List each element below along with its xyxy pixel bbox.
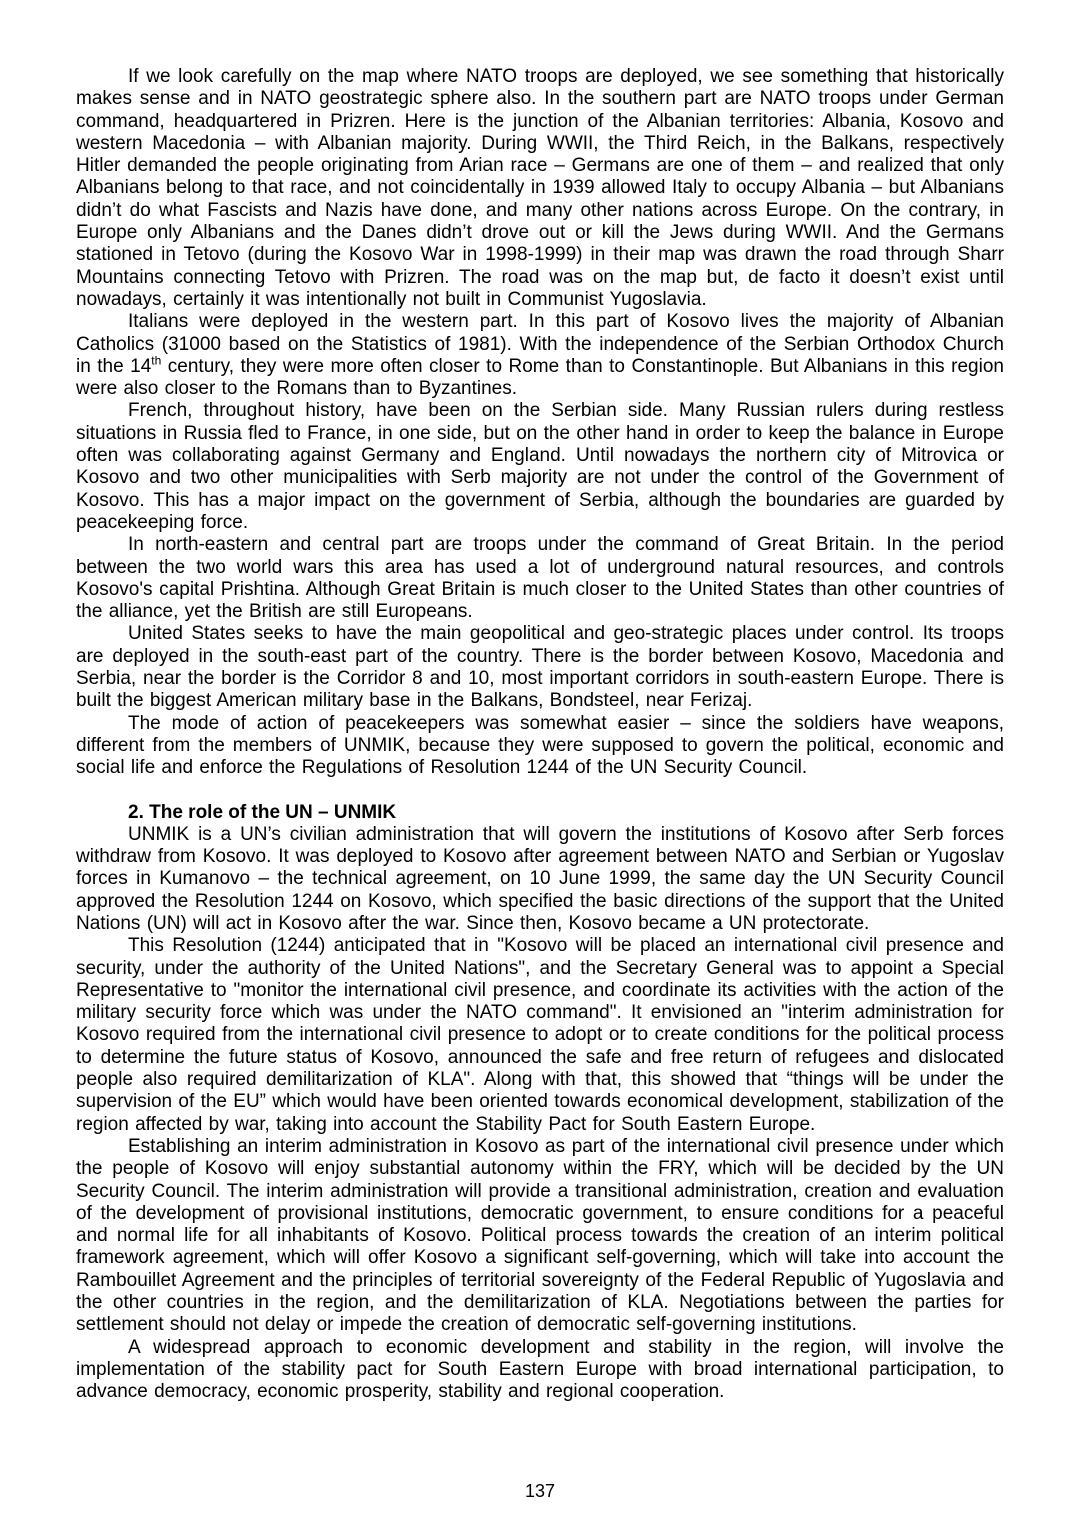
paragraph-nato-troop-map: If we look carefully on the map where NATO troops are deployed, we see something that historically makes sense and in NATO geostrategic sphere also. In the southern part are NATO troops under German command, headquartered in Prizren. Here is the junction of the Albanian territories: Albania, Kosovo and western Macedonia – with Albanian majority. During WWII, the Third Reich, in the Balkans, respectively Hitler demanded the people originating from Arian race – Germans are one of them – and realized that only Albanians belong to that race, and not coincidentally in 1939 allowed Italy to occupy Albania – but Albanians didn’t do what Fascists and Nazis have done, and many other nations across Europe. On the contrary, in Europe only Albanians and the Danes didn’t drove out or kill the Jews during WWII. And the Germans stationed in Tetovo (during the Kosovo War in 1998-1999) in their map was drawn the road through Sharr Mountains connecting Tetovo with Prizren. The road was on the map but, de facto it doesn’t exist until nowadays, certainly it was intentionally not built in Communist Yugoslavia. (76, 66, 1004, 310)
section-heading-role-of-un-unmik: 2. The role of the UN – UNMIK (128, 801, 397, 823)
paragraph-text-after-superscript: century, they were more often closer to Rome than to Constantinople. But Albanians in this region were also closer to the Romans than to Byzantines. (76, 355, 1004, 400)
paragraph-resolution-1244: This Resolution (1244) anticipated that in "Kosovo will be placed an international civil presence and security, under the authority of the United Nations", and the Secretary General was to appoint a Special Representative to "monitor the international civil presence, and coordinate its activities with the action of the military security force which was under the NATO command". It envisioned an "interim administration for Kosovo required from the international civil presence to adopt or to create conditions for the political process to determine the future status of Kosovo, announced the safe and free return of refugees and dislocated people also required demilitarization of KLA". Along with that, this showed that “things will be under the supervision of the EU” which would have been oriented towards economical development, stabilization of the region affected by war, taking into account the Stability Pact for South Eastern Europe. (76, 935, 1004, 1135)
paragraph-italians-western-part (76, 311, 1004, 400)
superscript-ordinal: th (151, 353, 162, 368)
paragraph-french-serbian-side: French, throughout history, have been on the Serbian side. Many Russian rulers during restless situations in Russia fled to France, in one side, but on the other hand in order to keep the balance in Europe often was collaborating against Germany and England. Until nowadays the northern city of Mitrovica or Kosovo and two other municipalities with Serb majority are not under the control of the Government of Kosovo. This has a major impact on the government of Serbia, although the boundaries are guarded by peacekeeping force. (76, 400, 1004, 533)
paragraph-interim-administration: Establishing an interim administration in Kosovo as part of the international civil presence under which the people of Kosovo will enjoy substantial autonomy within the FRY, which will be decided by the UN Security Council. The interim administration will provide a transitional administration, creation and evaluation of the development of provisional institutions, democratic government, to ensure conditions for a peaceful and normal life for all inhabitants of Kosovo. Political process towards the creation of an interim political framework agreement, which will offer Kosovo a significant self-governing, which will take into account the Rambouillet Agreement and the principles of territorial sovereignty of the Federal Republic of Yugoslavia and the other countries in the region, and the demilitarization of KLA. Negotiations between the parties for settlement should not delay or impede the creation of democratic self-governing institutions. (76, 1135, 1004, 1336)
paragraph-unmik-administration: UNMIK is a UN’s civilian administration that will govern the institutions of Kosovo after Serb forces withdraw from Kosovo. It was deployed to Kosovo after agreement between NATO and Serbian or Yugoslav forces in Kumanovo – the technical agreement, on 10 June 1999, the same day the UN Security Council approved the Resolution 1244 on Kosovo, which specified the basic directions of the support that the United Nations (UN) will act in Kosovo after the war. Since then, Kosovo became a UN protectorate. (76, 823, 1004, 934)
page-number: 137 (524, 1481, 556, 1501)
paragraph-united-states-troops: United States seeks to have the main geopolitical and geo-strategic places under control. Its troops are deployed in the south-east part of the country. There is the border between Kosovo, Macedonia and Serbia, near the border is the Corridor 8 and 10, most important corridors in south-eastern Europe. There is built the biggest American military base in the Balkans, Bondsteel, near Ferizaj. (76, 623, 1004, 712)
paragraph-text-before-superscript: Italians were deployed in the western part. In this part of Kosovo lives the majority of Albanian Catholics (31000 based on the Statistics of 1981). With the independence of the Serbian Orthodox Church in the 14 (76, 311, 1004, 377)
paragraph-economic-development: A widespread approach to economic development and stability in the region, will involve the implementation of the stability pact for South Eastern Europe with broad international participation, to advance democracy, economic prosperity, stability and regional cooperation. (76, 1336, 1004, 1403)
paragraph-great-britain-troops: In north-eastern and central part are troops under the command of Great Britain. In the period between the two world wars this area has used a lot of underground natural resources, and controls Kosovo's capital Prishtina. Although Great Britain is much closer to the United States than other countries of the alliance, yet the British are still Europeans. (76, 534, 1004, 623)
paragraph-peacekeepers-mode: The mode of action of peacekeepers was somewhat easier – since the soldiers have weapons, different from the members of UNMIK, because they were supposed to govern the political, economic and social life and enforce the Regulations of Resolution 1244 of the UN Security Council. (76, 712, 1004, 779)
